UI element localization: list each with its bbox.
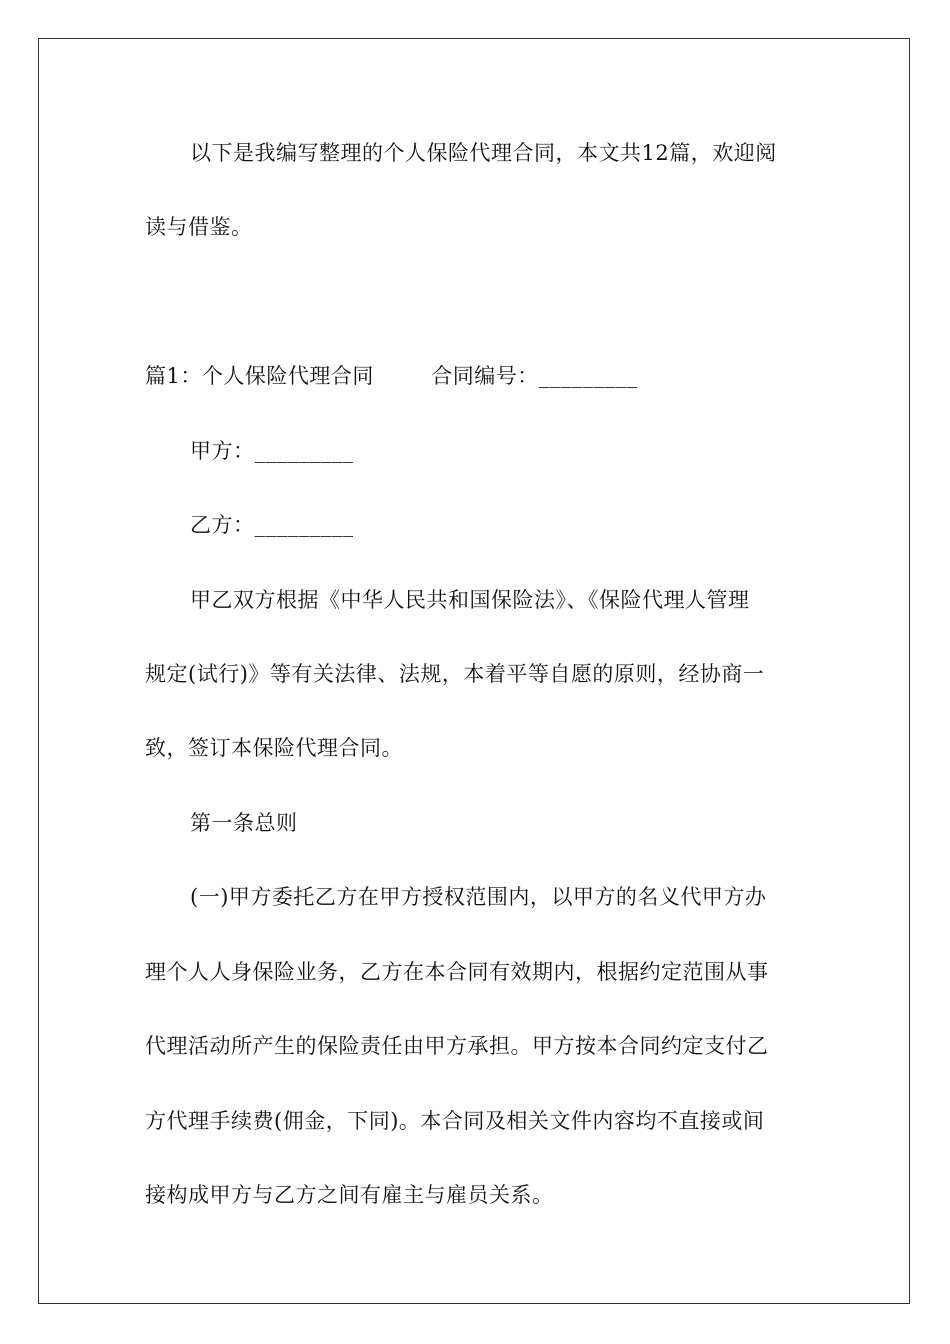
article-1-line-5: 接构成甲方与乙方之间有雇主与雇员关系。 [145, 1183, 554, 1207]
contract-number-blank: _________ [538, 364, 638, 388]
party-a-label: 甲方： [190, 439, 255, 463]
section-heading [145, 361, 638, 391]
preamble-line-1: 甲乙双方根据《中华人民共和国保险法》、《保险代理人管理 [190, 588, 750, 612]
section-title: 篇1：个人保险代理合同 [145, 364, 374, 388]
article-1-line-2: 理个人人身保险业务，乙方在本合同有效期内，根据约定范围从事 [145, 960, 769, 984]
party-b-line [190, 510, 354, 540]
party-a-line [190, 436, 354, 466]
preamble-line-2: 规定(试行)》等有关法律、法规，本着平等自愿的原则，经协商一 [145, 662, 765, 686]
article-1-line-3: 代理活动所产生的保险责任由甲方承担。甲方按本合同约定支付乙 [145, 1034, 769, 1058]
article-1-line-4: 方代理手续费(佣金，下同)。本合同及相关文件内容均不直接或间 [145, 1109, 765, 1133]
party-b-blank: _________ [254, 513, 354, 537]
heading-gap [374, 364, 431, 388]
preamble-line-3: 致，签订本保险代理合同。 [145, 736, 403, 760]
party-b-label: 乙方： [190, 513, 255, 537]
article-1-line-1: (一)甲方委托乙方在甲方授权范围内，以甲方的名义代甲方办 [190, 885, 767, 909]
intro-line-1: 以下是我编写整理的个人保险代理合同，本文共12篇，欢迎阅 [190, 141, 777, 165]
party-a-blank: _________ [254, 439, 354, 463]
intro-line-2: 读与借鉴。 [145, 215, 253, 239]
article-1-title: 第一条总则 [190, 811, 298, 835]
contract-number-label: 合同编号： [431, 364, 539, 388]
